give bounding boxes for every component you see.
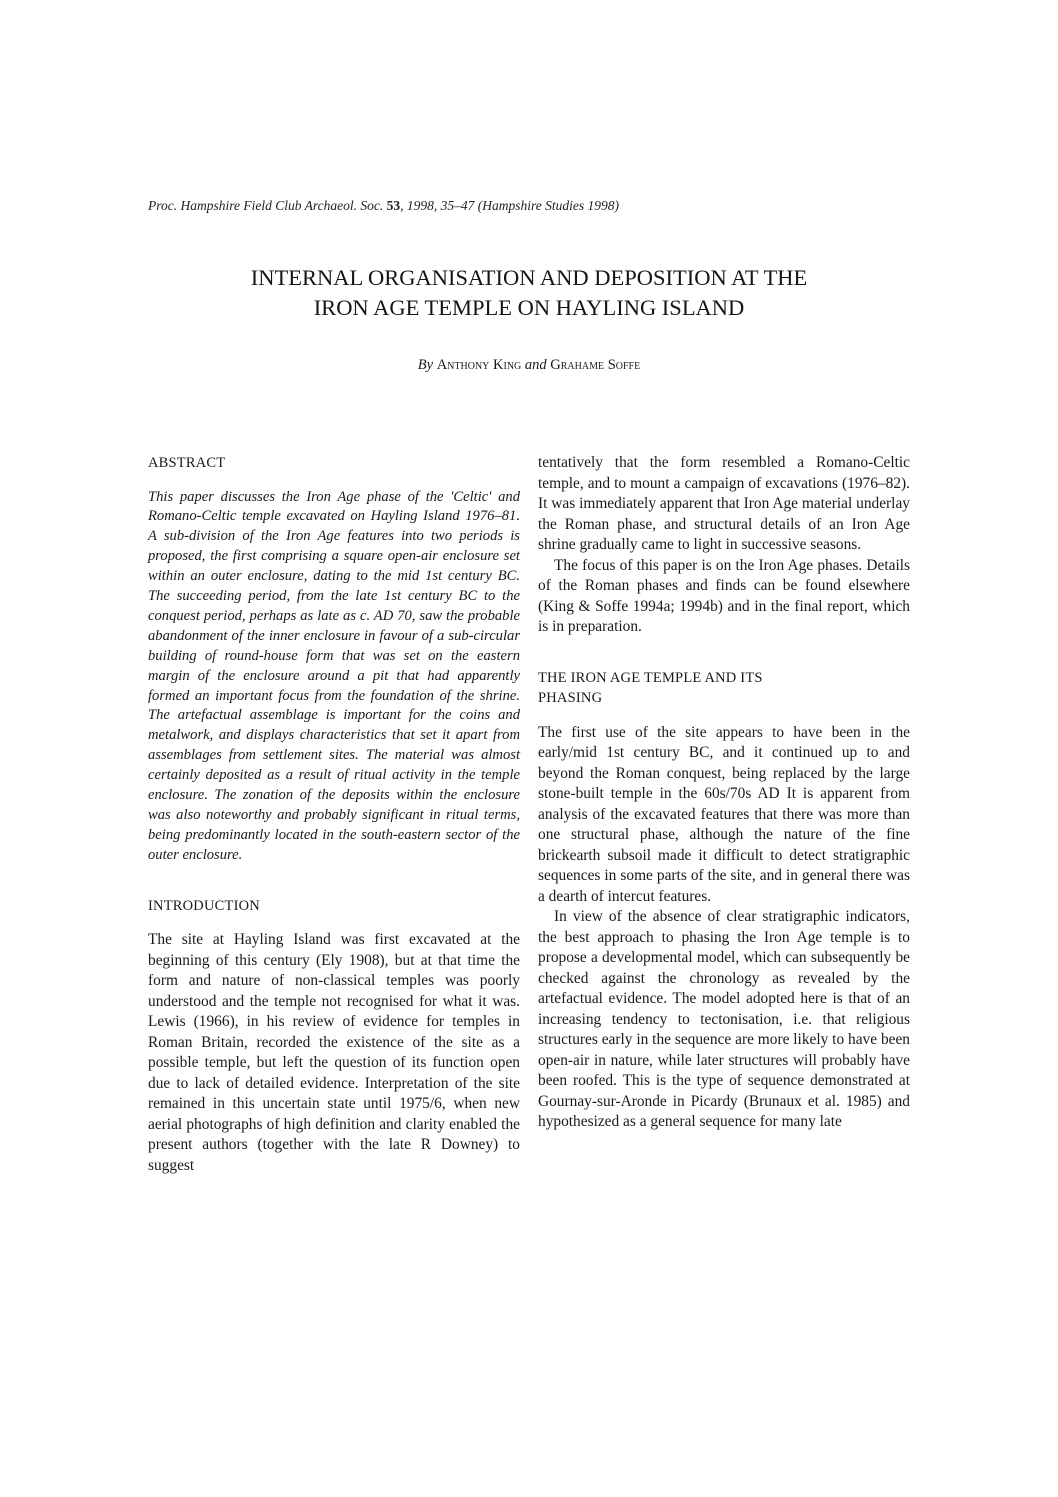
article-title (150, 263, 908, 323)
section-heading-iron-age-temple (538, 668, 910, 709)
running-head-suffix: , 1998, 35–47 (Hampshire Studies 1998) (400, 198, 619, 213)
byline-and: and (524, 357, 547, 373)
title-line-1: INTERNAL ORGANISATION AND DEPOSITION AT THE (250, 265, 808, 290)
introduction-paragraph-1-continued: tentatively that the form resembled a Romano-Celtic temple, and to mount a campaign of excavations (1976–82). It was immediately apparent that Iron Age material underlay the Roman phase, and structural details of an Iron Age shrine gradually came to light in successive seasons. (538, 454, 910, 553)
section-heading-line-2: PHASING (538, 690, 603, 706)
introduction-heading: INTRODUCTION (148, 897, 260, 914)
running-head-volume: 53 (386, 198, 401, 213)
phasing-paragraph-2: In view of the absence of clear stratigraphic indicators, the best approach to phasing the Iron Age temple is to propose a developmental model, which can subsequently be checked against the chronology as revealed by the artefactual evidence. The model adopted here is that of an increasing tendency to tectonisation, i.e. that religious structures early in the sequence are more likely to have been open-air in nature, while later structures will probably have been roofed. This is the type of sequence demonstrated at Gournay-sur-Aronde in Picardy (Brunaux et al. 1985) and hypothesized as a general sequence for many late (538, 908, 910, 1130)
byline-by: By (417, 357, 434, 373)
abstract-text: This paper discusses the Iron Age phase of the 'Celtic' and Romano-Celtic temple excavated on Hayling Island 1976–81. A sub-division of the Iron Age features into two periods is proposed, the first comprising a square open-air enclosure set within an outer enclosure, dating to the mid 1st century BC. The succeeding period, from the late 1st century BC to the conquest period, perhaps as late as c. AD 70, saw the probable abandonment of the inner enclosure in favour of a sub-circular building of round-house form that was set on the eastern margin of the enclosure around a pit that had apparently formed an important focus from the foundation of the shrine. The artefactual assemblage is important for the coins and metalwork, and displays characteristics that set it apart from assemblages from settlement sites. The material was almost certainly deposited as a result of ritual activity in the temple enclosure. The zonation of the deposits within the enclosure was also noteworthy and probably significant in ritual terms, being predominantly located in the south-eastern sector of the outer enclosure. (148, 488, 520, 863)
phasing-paragraph-1: The first use of the site appears to have been in the early/mid 1st century BC, and it continued up to and beyond the Roman conquest, being replaced by the large stone-built temple in the 60s/70s AD It is apparent from analysis of the excavated features that there was more than one structural phase, although the nature of the fine brickearth subsoil made it difficult to detect stratigraphic sequences in some parts of the site, and in general there was a dearth of intercut features. (538, 723, 910, 905)
section-heading-line-1: THE IRON AGE TEMPLE AND ITS (538, 669, 763, 686)
introduction-paragraph-1: The site at Hayling Island was first excavated at the beginning of this century (Ely 1908), but at that time the form and nature of non-classical temples was poorly understood and the temple not recognised for what it was. Lewis (1966), in his review of evidence for temples in Roman Britain, recorded the existence of the site as a possible temple, but left the question of its function open due to lack of detailed evidence. Interpretation of the site remained in this uncertain state until 1975/6, when new aerial photographs of high definition and clarity enabled the present authors (together with the late R Downey) to suggest (148, 931, 520, 1174)
right-column (538, 453, 910, 1133)
running-head-prefix: Proc. Hampshire Field Club Archaeol. Soc. (148, 198, 384, 213)
abstract-heading: ABSTRACT (148, 455, 226, 471)
author-1: Anthony King (436, 357, 522, 373)
byline (150, 357, 908, 374)
title-line-2: IRON AGE TEMPLE ON HAYLING ISLAND (313, 295, 745, 320)
running-head (148, 198, 908, 214)
left-column (148, 453, 520, 1176)
introduction-paragraph-2: The focus of this paper is on the Iron Age phases. Details of the Roman phases and finds can be found elsewhere (King & Soffe 1994a; 1994b) and in the final report, which is in preparation. (538, 556, 910, 635)
author-2: Grahame Soffe (550, 357, 641, 373)
